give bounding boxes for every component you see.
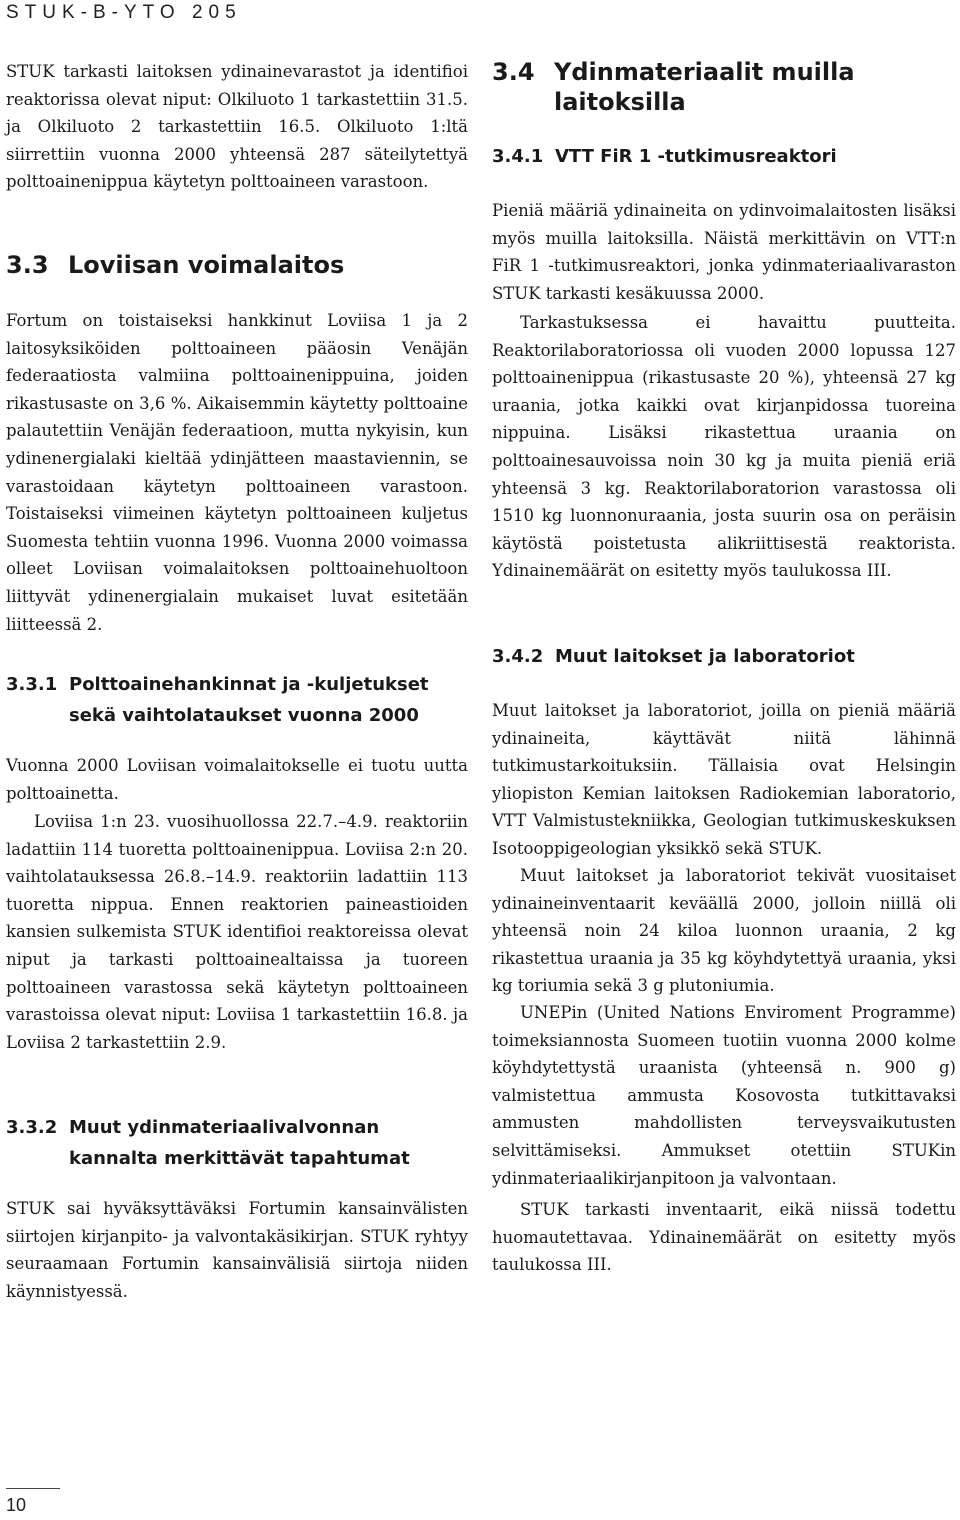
- section-title: Muut ydinmateriaalivalvonnan kannalta merkittävät tapahtumat: [69, 1117, 410, 1169]
- section-title: VTT FiR 1 -tutkimusreaktori: [555, 146, 837, 167]
- intro-paragraph: STUK tarkasti laitoksen ydinainevarastot ja identifioi reaktorissa olevat niput: Olkiluoto 1 tarkastettiin 31.5. ja Olkiluoto 2 tarkastettiin 16.5. Olkiluoto 1:ltä siirrettiin vuonna 2000 yhteensä 287 säteilytettyä polttoainenippua käytetyn polttoaineen varastoon.: [6, 62, 468, 192]
- section-number: 3.4.2: [492, 646, 544, 667]
- section-3-4-2-paragraph-3: UNEPin (United Nations Enviroment Programme) toimeksiannosta Suomeen tuotiin vuonna 2000 kolme köyhdytettystä uraanista (yhteensä n. 900 g) valmistettua ammusta Kosovosta tutkittavaksi ammusten mahdollisten terveysvaikutusten selvittämiseksi. Ammukset otettiin STUKin ydinmateriaalikirjanpitoon ja valvontaan.: [492, 1003, 956, 1188]
- section-heading-3-4: [492, 57, 956, 117]
- section-3-4-1-paragraph-1: Pieniä määriä ydinaineita on ydinvoimalaitosten lisäksi myös muilla laitoksilla. Näistä merkittävin on VTT:n FiR 1 -tutkimusreaktori, jonka ydinmateriaalivaraston STUK tarkasti kesäkuussa 2000.: [492, 201, 956, 303]
- section-number: 3.4.1: [492, 146, 544, 167]
- section-3-3-1-paragraph-1: Vuonna 2000 Loviisan voimalaitokselle ei tuotu uutta polttoainetta.: [6, 756, 468, 803]
- section-title: Polttoainehankinnat ja -kuljetukset sekä vaihtolataukset vuonna 2000: [69, 674, 429, 726]
- footer-divider: [6, 1488, 60, 1489]
- section-3-3-1-paragraph-2: Loviisa 1:n 23. vuosihuollossa 22.7.–4.9. reaktoriin ladattiin 114 tuoretta polttoainenippua. Loviisa 2:n 20. vaihtolatauksessa 26.8.–14.9. reaktoriin ladattiin 113 tuoretta nippua. Ennen reaktorien paineastioiden kansien sulkemista STUK identifioi reaktoreissa olevat niput ja tarkasti polttoainealtaissa ja tuoreen polttoaineen varastossa sekä käytetyn polttoaineen varastoissa olevat niput: Loviisa 1 tarkastettiin 16.8. ja Loviisa 2 tarkastettiin 2.9.: [6, 812, 468, 1052]
- section-title: Loviisan voimalaitos: [68, 251, 345, 279]
- section-3-3-2-paragraph: STUK sai hyväksyttäväksi Fortumin kansainvälisten siirtojen kirjanpito- ja valvontakäsikirjan. STUK ryhtyy seuraamaan Fortumin kansainvälisiä siirtoja niiden käynnistyessä.: [6, 1199, 468, 1301]
- running-header: STUK-B-YTO 205: [6, 2, 242, 23]
- section-heading-3-3-1: [6, 669, 468, 731]
- section-3-4-1-paragraph-2: Tarkastuksessa ei havaittu puutteita. Reaktorilaboratoriossa oli vuoden 2000 lopussa 127 polttoainenippua (rikastusaste 20 %), yhteensä 27 kg uraania, jotka kaikki ovat kirjanpidossa tuoreina nippuina. Lisäksi rikastettua uraania on polttoainesauvoissa noin 30 kg ja muita pieniä eriä yhteensä 3 kg. Reaktorilaboratorion varastossa oli 1510 kg luonnonuraania, josta suurin osa on peräisin käytöstä poistetusta alikriittisestä reaktorista. Ydinainemäärät on esitetty myös taulukossa III.: [492, 313, 956, 581]
- section-number: 3.3: [6, 251, 49, 279]
- section-3-4-2-paragraph-4: STUK tarkasti inventaarit, eikä niissä todettu huomautettavaa. Ydinainemäärät on esitetty myös taulukossa III.: [492, 1200, 956, 1275]
- section-title: Ydinmateriaalit muilla laitoksilla: [554, 58, 855, 116]
- section-heading-3-4-1: [492, 141, 956, 172]
- section-3-4-2-paragraph-2: Muut laitokset ja laboratoriot tekivät vuositaiset ydinaineinventaarit keväällä 2000, jolloin niillä oli yhteensä noin 24 kiloa luonnon uraania, 2 kg rikastettua uraania ja 35 kg köyhdytettyä uraania, yksi kg toriumia sekä 3 g plutoniumia.: [492, 866, 956, 996]
- page-number: 10: [6, 1495, 27, 1515]
- section-number: 3.3.2: [6, 1117, 58, 1138]
- section-3-4-2-paragraph-1: Muut laitokset ja laboratoriot, joilla on pieniä määriä ydinaineita, käyttävät niitä lähinnä tutkimustarkoituksiin. Tällaisia ovat Helsingin yliopiston Kemian laitoksen Radiokemian laboratorio, VTT Valmistustekniikka, Geologian tutkimuskeskuksen Isotooppigeologian yksikkö sekä STUK.: [492, 701, 956, 858]
- section-heading-3-4-2: [492, 641, 956, 672]
- section-heading-3-3: [6, 250, 468, 280]
- section-3-3-paragraph: Fortum on toistaiseksi hankkinut Loviisa 1 ja 2 laitosyksiköiden polttoaineen pääosin Venäjän federaatiosta valmiina polttoainenippuina, joiden rikastusaste on 3,6 %. Aikaisemmin käytetty polttoaine palautettiin Venäjän federaatioon, mutta nykyisin, kun ydinenergialaki kieltää ydinjätteen maastaviennin, se varastoidaan käytetyn polttoaineen varastoon. Toistaiseksi viimeinen käytetyn polttoaineen kuljetus Suomesta tehtiin vuonna 1996. Vuonna 2000 voimassa olleet Loviisan voimalaitoksen polttoainehuoltoon liittyvät ydinenergialain mukaiset luvat esitetään liitteessä 2.: [6, 311, 468, 634]
- section-number: 3.4: [492, 58, 535, 86]
- section-number: 3.3.1: [6, 674, 58, 695]
- section-heading-3-3-2: [6, 1112, 468, 1174]
- section-title: Muut laitokset ja laboratoriot: [555, 646, 855, 667]
